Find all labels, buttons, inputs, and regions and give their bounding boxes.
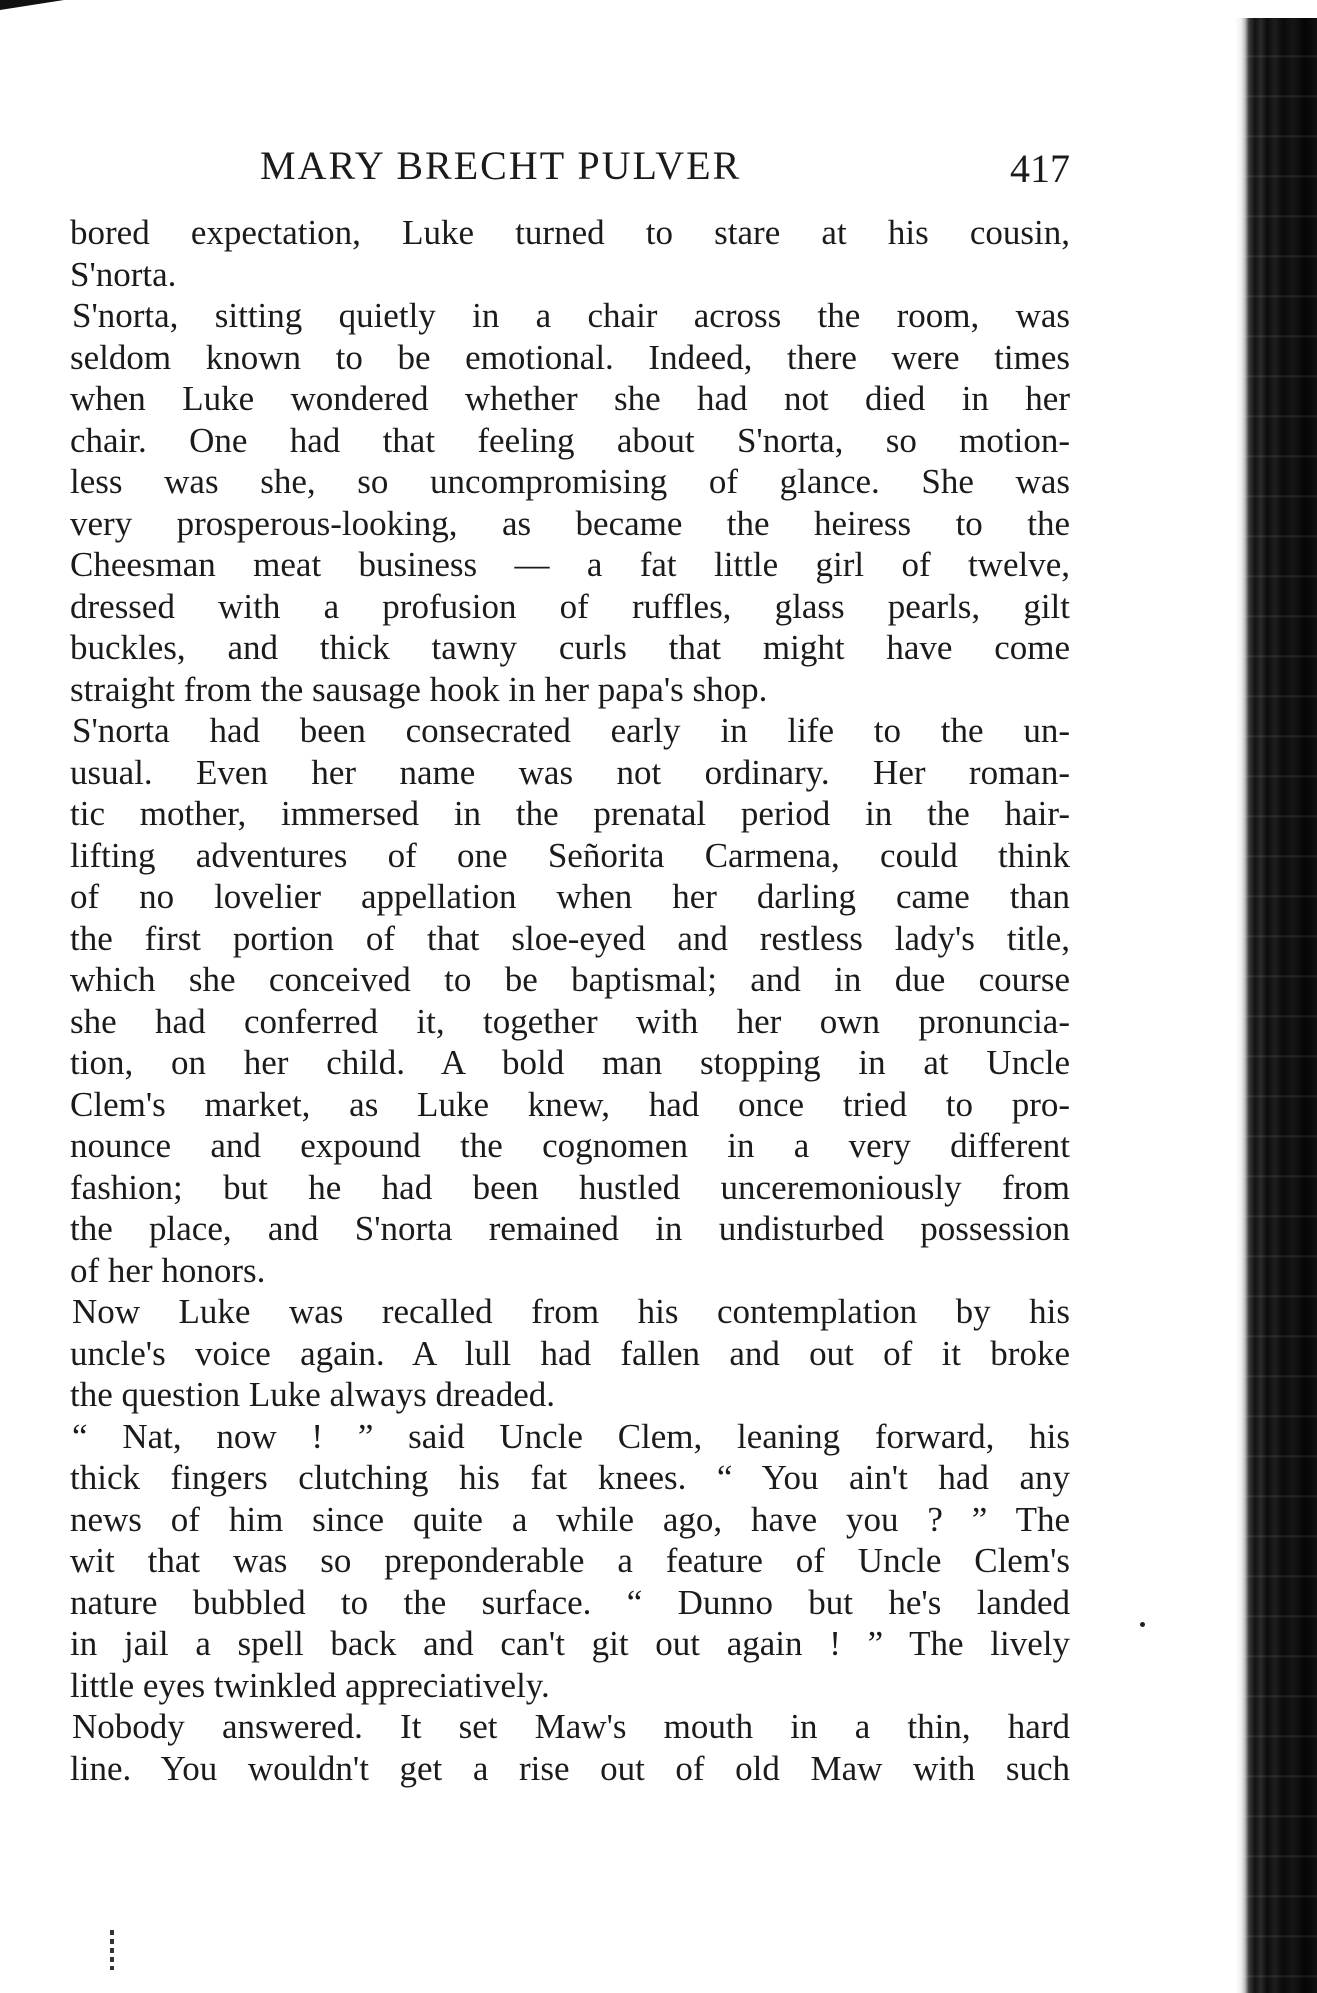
running-head: MARY BRECHT PULVER — [260, 143, 742, 188]
text-line: little eyes twinkled appreciatively. — [70, 1665, 550, 1705]
text-line: less was she, so uncompromising of glance. She was — [70, 462, 1070, 501]
text-line: nounce and expound the cognomen in a very different — [70, 1126, 1070, 1165]
text-line: of her honors. — [70, 1250, 266, 1290]
binding-texture — [1235, 18, 1317, 1993]
text-line: Now Luke was recalled from his contemplation by his — [72, 1292, 1070, 1331]
text-line: fashion; but he had been hustled unceremoniously from — [70, 1167, 1070, 1207]
stray-mark — [1140, 1622, 1145, 1627]
text-line: Nobody answered. It set Maw's mouth in a thin, hard — [72, 1707, 1070, 1746]
text-line: the question Luke always dreaded. — [70, 1375, 555, 1414]
text-line: “ Nat, now ! ” said Uncle Clem, leaning forward, his — [72, 1416, 1070, 1456]
text-line: Cheesman meat business — a fat little girl of twelve, — [70, 545, 1070, 584]
text-line: straight from the sausage hook in her papa's shop. — [70, 669, 768, 709]
gutter-mark — [110, 1930, 114, 1970]
text-line: of no lovelier appellation when her darling came than — [70, 877, 1070, 916]
text-line: line. You wouldn't get a rise out of old Maw with such — [70, 1748, 1070, 1788]
text-line: S'norta had been consecrated early in life to the un- — [72, 711, 1070, 750]
text-line: the first portion of that sloe-eyed and restless lady's title, — [70, 918, 1070, 958]
page-header — [70, 142, 1070, 192]
text-line: news of him since quite a while ago, have you ? ” The — [70, 1499, 1070, 1539]
text-line: bored expectation, Luke turned to stare at his cousin, — [70, 213, 1070, 252]
text-line: buckles, and thick tawny curls that might have come — [70, 628, 1070, 667]
text-line: usual. Even her name was not ordinary. Her roman- — [70, 752, 1070, 792]
text-line: which she conceived to be baptismal; and in due course — [70, 960, 1070, 999]
text-line: uncle's voice again. A lull had fallen and out of it broke — [70, 1333, 1070, 1373]
corner-mark — [0, 0, 64, 10]
text-line: seldom known to be emotional. Indeed, there were times — [70, 337, 1070, 377]
text-line: nature bubbled to the surface. “ Dunno but he's landed — [70, 1582, 1070, 1622]
text-line: dressed with a profusion of ruffles, glass pearls, gilt — [70, 586, 1070, 626]
page-number: 417 — [1010, 146, 1070, 191]
text-line: wit that was so preponderable a feature of Uncle Clem's — [70, 1541, 1070, 1580]
text-line: S'norta. — [70, 254, 177, 294]
text-line: very prosperous-looking, as became the heiress to the — [70, 503, 1070, 543]
text-line: the place, and S'norta remained in undisturbed possession — [70, 1209, 1070, 1248]
text-line: she had conferred it, together with her own pronuncia- — [70, 1001, 1070, 1041]
text-line: tion, on her child. A bold man stopping in at Uncle — [70, 1043, 1070, 1082]
text-line: when Luke wondered whether she had not died in her — [70, 379, 1070, 418]
text-line: lifting adventures of one Señorita Carmena, could think — [70, 835, 1070, 875]
text-line: Clem's market, as Luke knew, had once tried to pro- — [70, 1084, 1070, 1124]
text-line: thick fingers clutching his fat knees. “ You ain't had any — [70, 1458, 1070, 1497]
text-line: in jail a spell back and can't git out again ! ” The lively — [70, 1624, 1070, 1663]
text-line: chair. One had that feeling about S'norta, so motion- — [70, 420, 1070, 460]
text-line: S'norta, sitting quietly in a chair across the room, was — [72, 296, 1070, 335]
text-line: tic mother, immersed in the prenatal period in the hair- — [70, 794, 1070, 833]
body-text — [70, 212, 1070, 1789]
